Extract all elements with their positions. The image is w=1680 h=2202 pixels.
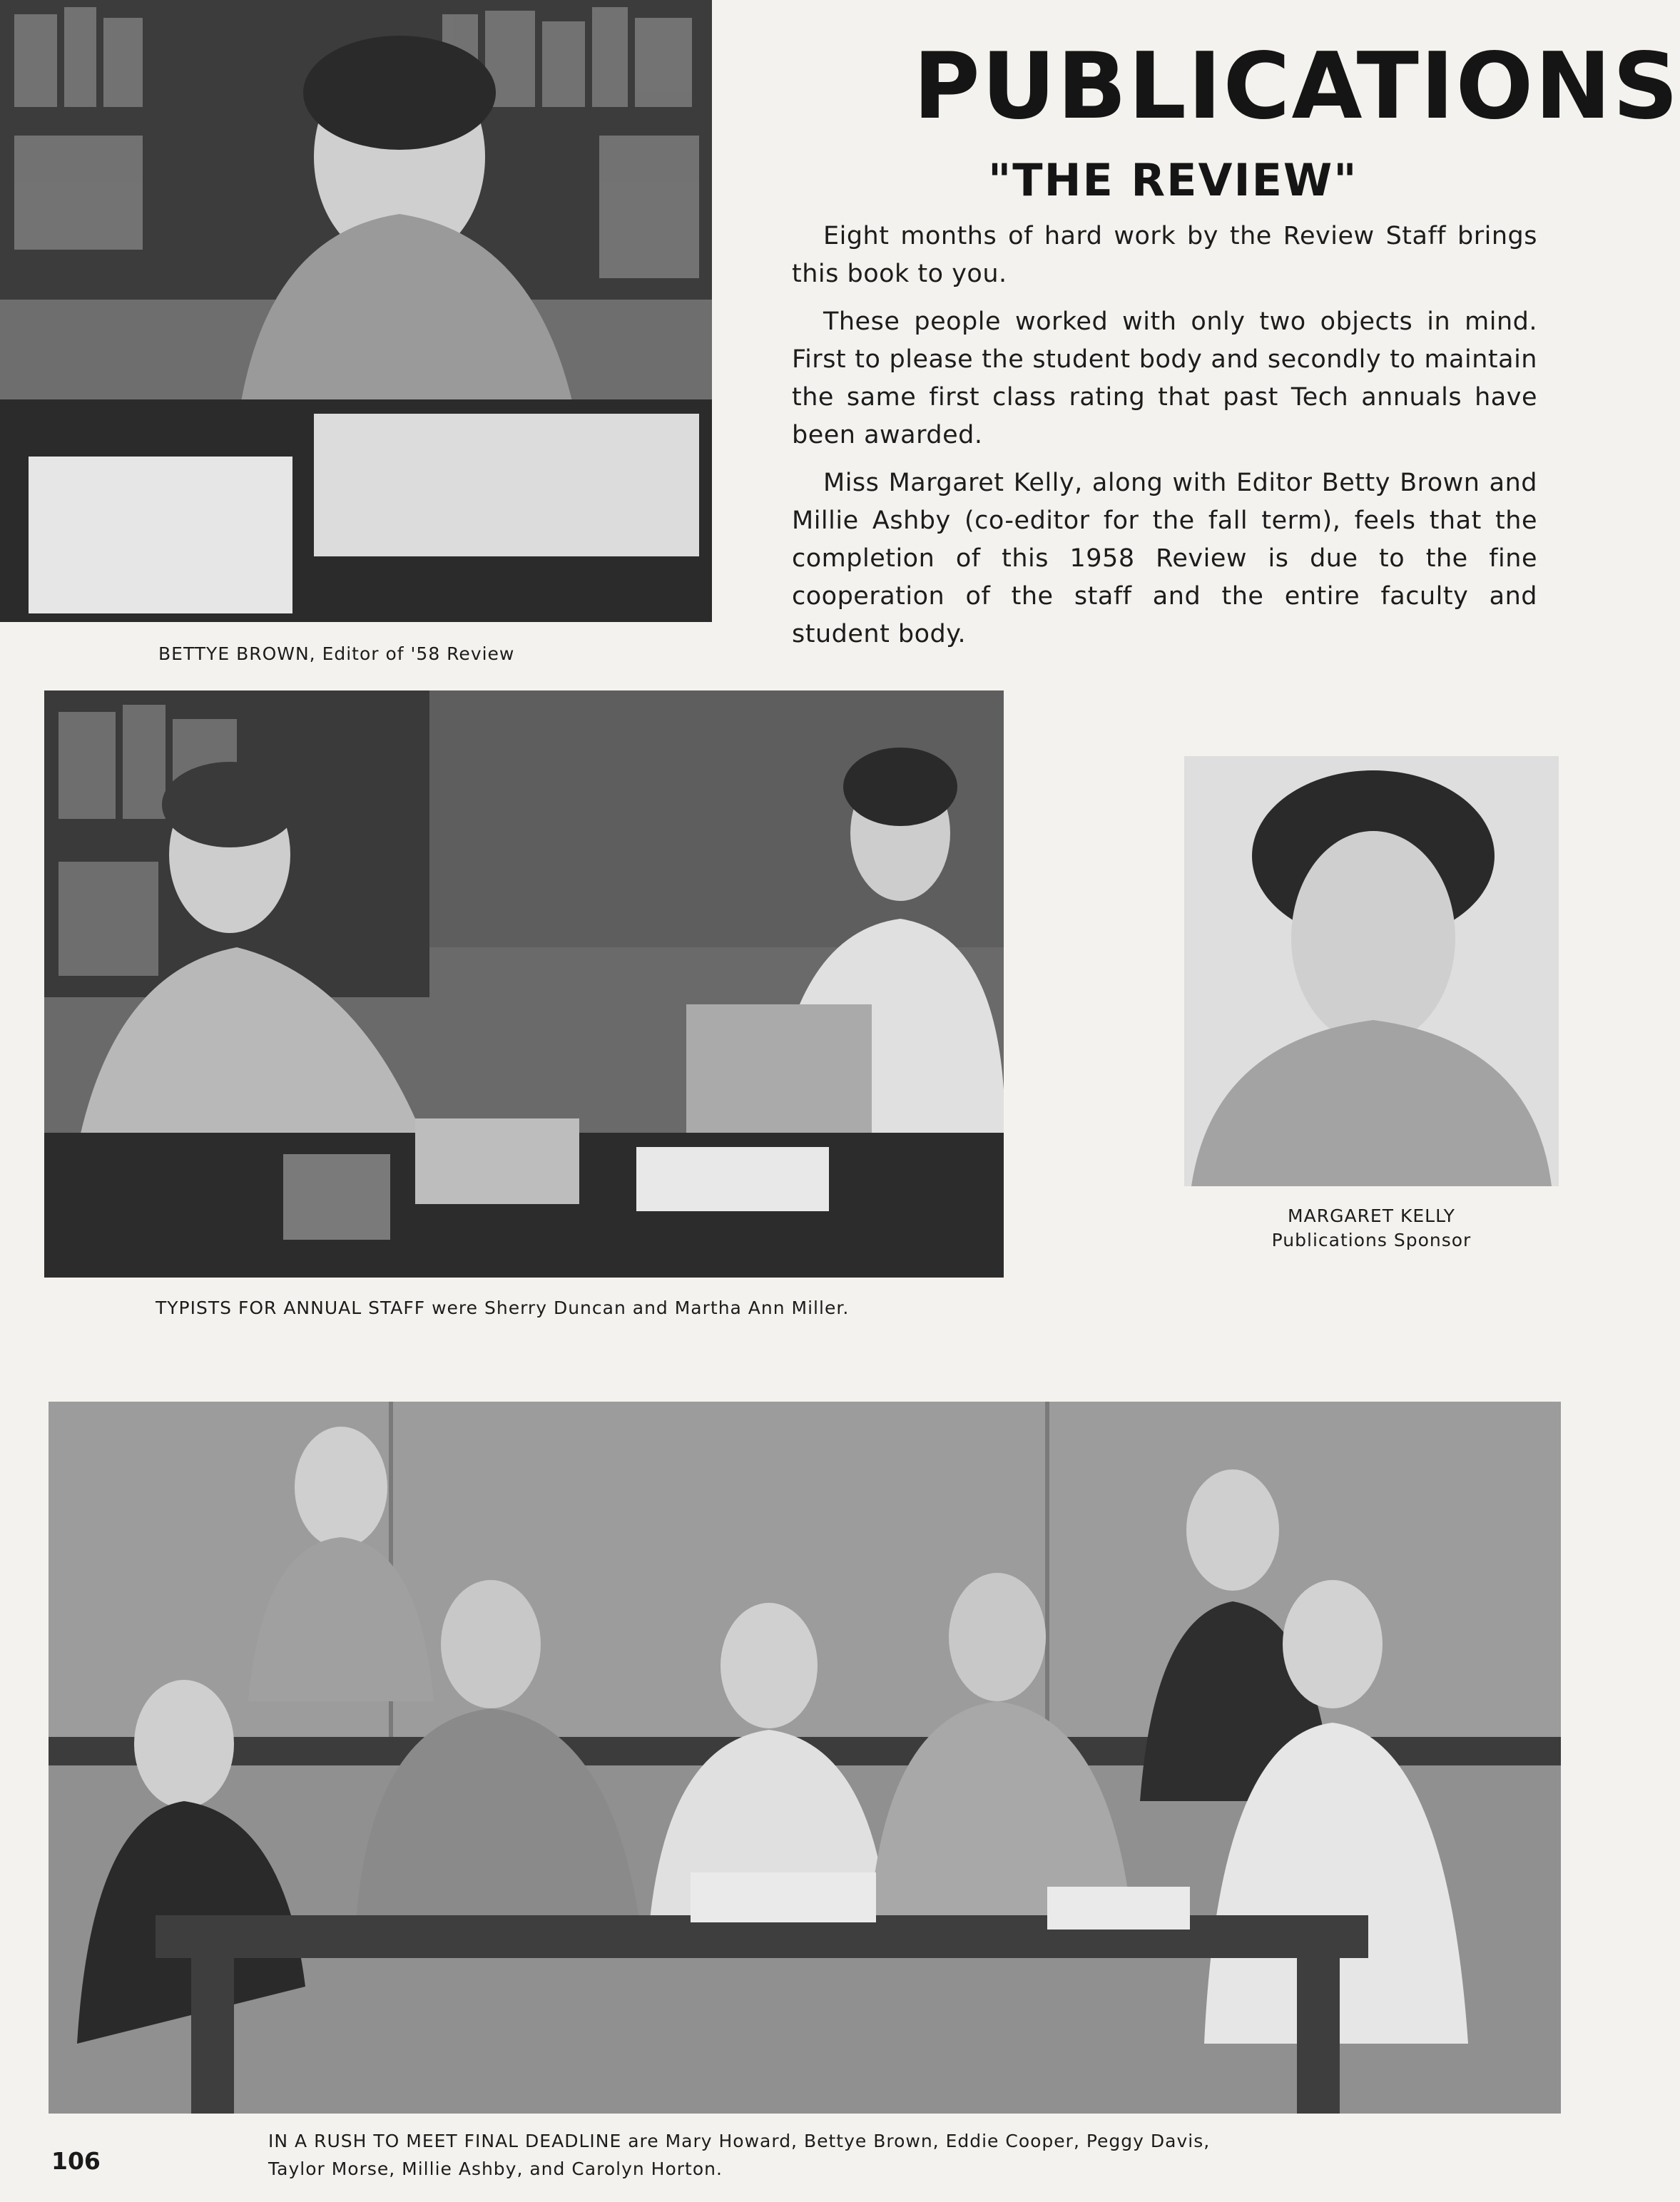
editor-caption: BETTYE BROWN, Editor of '58 Review	[158, 643, 515, 664]
sponsor-portrait	[1184, 756, 1559, 1186]
group-photo	[49, 1402, 1561, 2114]
page-number: 106	[51, 2147, 101, 2175]
article-paragraph-1: Eight months of hard work by the Review Staff brings this book to you.	[792, 222, 1537, 288]
typists-photo	[44, 690, 1004, 1278]
article-paragraph-2: These people worked with only two objects in mind. First to please the student body and secondly to maintain the same first class rating that past Tech annuals have been awarded.	[792, 307, 1537, 449]
typists-caption: TYPISTS FOR ANNUAL STAFF were Sherry Duncan and Martha Ann Miller.	[156, 1298, 850, 1318]
sponsor-name: MARGARET KELLY	[1288, 1206, 1455, 1226]
group-caption-line-2: Taylor Morse, Millie Ashby, and Carolyn Horton.	[268, 2158, 723, 2179]
section-subtitle: "THE REVIEW"	[988, 154, 1358, 206]
sponsor-title: Publications Sponsor	[1271, 1230, 1472, 1250]
article-paragraph-3: Miss Margaret Kelly, along with Editor Betty Brown and Millie Ashby (co-editor for the fall term), feels that the completion of this 1958 Review is due to the fine cooperation of the staff and the entire faculty and student body.	[792, 469, 1537, 648]
group-caption-line-1: IN A RUSH TO MEET FINAL DEADLINE are Mary Howard, Bettye Brown, Eddie Cooper, Peggy Davis,	[268, 2131, 1211, 2151]
editor-photo	[0, 0, 712, 622]
article-body	[792, 218, 1537, 663]
page-title: PUBLICATIONS	[913, 34, 1680, 140]
